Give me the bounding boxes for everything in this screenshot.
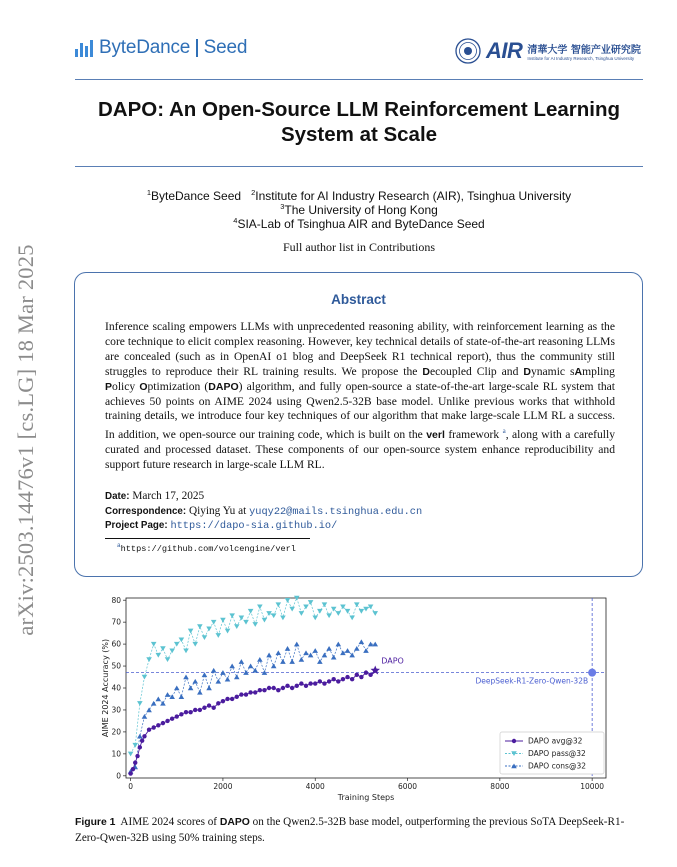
data-point bbox=[345, 648, 351, 653]
data-point bbox=[350, 677, 354, 681]
abstract-body: Inference scaling empowers LLMs with unprecedented reasoning ability, with reinforcement learning as the core technique to elicit complex reasoning. However, key technical details of state-of-the-art reasoning LLMs are concealed (such as in OpenAI o1 blog and DeepSeek R1 technical report), thus the community still struggles to reproduce their RL training results. We propose the Decoupled Clip and Dynamic sAmpling Policy Optimization (DAPO) algorithm, and fully open-source a state-of-the-art large-scale RL system that achieves 50 points on AIME 2024 using Qwen2.5-32B base model. Unlike previous works that withhold training details, we introduce four key techniques of our algorithm that make large-scale LLM RL a success. In addition, we open-source our training code, which is built on the verl framework $^a$, along with a carefully curated and processed dataset. These components of our open-source system enhance reproducibility and support future research in large-scale LLM RL. bbox=[105, 320, 616, 472]
data-point bbox=[169, 648, 175, 653]
verl-name: verl bbox=[426, 429, 445, 442]
data-point bbox=[248, 664, 254, 669]
data-point bbox=[299, 611, 305, 616]
data-point bbox=[331, 655, 337, 660]
data-point bbox=[304, 684, 308, 688]
data-point bbox=[192, 642, 198, 647]
data-point bbox=[257, 605, 263, 610]
data-point bbox=[252, 622, 258, 627]
aime-accuracy-chart bbox=[98, 594, 618, 804]
correspondence-email-link[interactable]: yuqy22@mails.tsinghua.edu.cn bbox=[249, 506, 423, 518]
data-point bbox=[349, 616, 355, 621]
data-point bbox=[331, 677, 335, 681]
data-point bbox=[174, 642, 180, 647]
data-point bbox=[229, 664, 235, 669]
abstract-heading: Abstract bbox=[331, 292, 386, 307]
y-tick-label: 50 bbox=[111, 661, 121, 671]
project-page-link[interactable]: https://dapo-sia.github.io/ bbox=[170, 520, 338, 532]
affiliation-hku: The University of Hong Kong bbox=[284, 203, 438, 217]
footnote-link[interactable]: a bbox=[502, 427, 506, 436]
data-point bbox=[299, 681, 303, 685]
affiliation-bytedance: ByteDance Seed bbox=[151, 189, 242, 203]
data-point bbox=[326, 646, 332, 651]
data-point bbox=[211, 706, 215, 710]
data-point bbox=[156, 723, 160, 727]
data-point bbox=[137, 734, 143, 739]
data-point bbox=[183, 648, 189, 653]
data-point bbox=[133, 760, 137, 764]
data-point bbox=[308, 600, 314, 605]
data-point bbox=[188, 685, 194, 690]
data-point bbox=[271, 613, 277, 618]
data-point bbox=[197, 624, 203, 629]
data-point bbox=[225, 629, 231, 634]
y-tick-label: 40 bbox=[111, 683, 121, 693]
data-point bbox=[220, 618, 226, 623]
data-point bbox=[318, 679, 322, 683]
data-point bbox=[165, 657, 171, 662]
data-point bbox=[280, 616, 286, 621]
data-point bbox=[336, 611, 342, 616]
data-point bbox=[248, 690, 252, 694]
data-point bbox=[135, 754, 139, 758]
arxiv-stamp bbox=[6, 230, 46, 650]
data-point bbox=[165, 719, 169, 723]
data-point bbox=[221, 699, 225, 703]
data-point bbox=[132, 743, 138, 748]
data-point bbox=[267, 686, 271, 690]
footnote: $^a$https://github.com/volcengine/verl bbox=[117, 542, 296, 554]
y-tick-label: 0 bbox=[116, 771, 121, 781]
affiliation-sia-lab: SIA-Lab of Tsinghua AIR and ByteDance Seed bbox=[237, 217, 485, 231]
data-point bbox=[211, 668, 217, 673]
data-point bbox=[262, 688, 266, 692]
data-point bbox=[216, 633, 222, 638]
affiliation-line-3: $^4$SIA-Lab of Tsinghua AIR and ByteDance Seed bbox=[233, 216, 485, 231]
data-point bbox=[345, 675, 349, 679]
data-point bbox=[243, 620, 249, 625]
data-point bbox=[138, 745, 142, 749]
data-point bbox=[364, 670, 368, 674]
data-point bbox=[156, 653, 162, 658]
tsinghua-air-logo bbox=[455, 38, 641, 64]
data-point bbox=[183, 675, 189, 680]
data-point bbox=[192, 679, 198, 684]
legend-label: DAPO avg@32 bbox=[528, 736, 583, 746]
affiliation-air: Institute for AI Industry Research (AIR), Tsinghua University bbox=[255, 189, 572, 203]
data-point bbox=[160, 646, 166, 651]
data-point bbox=[368, 673, 372, 677]
data-point bbox=[211, 620, 217, 625]
data-point bbox=[308, 681, 312, 685]
data-point bbox=[326, 613, 332, 618]
data-point bbox=[289, 659, 295, 664]
logo-separator bbox=[196, 39, 198, 57]
header-rule bbox=[75, 79, 643, 80]
data-point bbox=[253, 690, 257, 694]
tsinghua-seal-icon bbox=[455, 38, 481, 64]
data-point bbox=[285, 684, 289, 688]
data-point bbox=[317, 609, 323, 614]
y-tick-label: 30 bbox=[111, 705, 121, 715]
data-point bbox=[142, 734, 146, 738]
data-point bbox=[322, 602, 328, 607]
data-point bbox=[354, 602, 360, 607]
data-point bbox=[266, 653, 272, 658]
reference-point bbox=[588, 669, 596, 677]
data-point bbox=[355, 673, 359, 677]
data-point bbox=[184, 710, 188, 714]
data-point bbox=[313, 681, 317, 685]
data-point bbox=[225, 697, 229, 701]
data-point bbox=[239, 659, 245, 664]
dapo-end-label: DAPO bbox=[381, 656, 404, 666]
full-author-list-note: Full author list in Contributions bbox=[282, 240, 435, 254]
footnote-verl-link[interactable]: https://github.com/volcengine/verl bbox=[120, 543, 296, 554]
data-point bbox=[285, 646, 291, 651]
data-point bbox=[220, 670, 226, 675]
data-point bbox=[131, 767, 135, 771]
data-point bbox=[289, 607, 295, 612]
data-point bbox=[327, 679, 331, 683]
data-point bbox=[359, 639, 365, 644]
x-tick-label: 6000 bbox=[397, 782, 418, 791]
data-point bbox=[198, 708, 202, 712]
paper-title bbox=[75, 97, 643, 147]
y-tick-label: 60 bbox=[111, 639, 121, 649]
data-point bbox=[179, 712, 183, 716]
series-line bbox=[131, 598, 376, 754]
data-point bbox=[142, 714, 148, 719]
data-point bbox=[262, 618, 268, 623]
data-point bbox=[295, 684, 299, 688]
data-point bbox=[216, 679, 222, 684]
x-tick-label: 0 bbox=[128, 782, 134, 791]
data-point bbox=[216, 701, 220, 705]
logo-air-chinese: 清華大学 智能产业研究院 bbox=[527, 45, 641, 56]
footnote-rule bbox=[105, 538, 310, 539]
data-point bbox=[257, 657, 263, 662]
meta-correspondence: Correspondence: Qiying Yu at yuqy22@mails.tsinghua.edu.cn bbox=[105, 505, 423, 518]
data-point bbox=[151, 701, 157, 706]
data-point bbox=[146, 707, 152, 712]
figure-caption: Figure 1 AIME 2024 scores of DAPO on the Qwen2.5-32B base model, outperforming the previous SoTA DeepSeek-R1-Zero-Qwen-32B using 50% training steps. bbox=[75, 816, 625, 844]
data-point bbox=[239, 692, 243, 696]
legend-label: DAPO cons@32 bbox=[528, 761, 587, 771]
data-point bbox=[170, 717, 174, 721]
figure-label: Figure 1 bbox=[75, 817, 116, 828]
affiliation-line-1: $^1$ByteDance Seed $^2$Institute for AI Industry Research (AIR), Tsinghua University bbox=[146, 188, 572, 203]
data-point bbox=[128, 771, 132, 775]
data-point bbox=[142, 675, 148, 680]
meta-project-page: Project Page: https://dapo-sia.github.io/ bbox=[105, 520, 338, 532]
x-axis-label: Training Steps bbox=[337, 793, 395, 802]
data-point bbox=[202, 706, 206, 710]
data-point bbox=[312, 616, 318, 621]
data-point bbox=[322, 653, 328, 658]
data-point bbox=[140, 738, 144, 742]
data-point bbox=[341, 677, 345, 681]
data-point bbox=[193, 708, 197, 712]
data-point bbox=[229, 613, 235, 618]
data-point bbox=[151, 725, 155, 729]
data-point bbox=[336, 679, 340, 683]
x-tick-label: 4000 bbox=[305, 782, 325, 791]
title-rule bbox=[75, 166, 643, 167]
data-point bbox=[271, 664, 277, 669]
data-point bbox=[290, 686, 294, 690]
y-tick-label: 80 bbox=[111, 595, 121, 605]
y-tick-label: 10 bbox=[111, 749, 121, 759]
data-point bbox=[128, 752, 134, 757]
logo-air-english: Institute for AI Industry Research, Tsinghua University bbox=[527, 56, 635, 61]
data-point bbox=[147, 728, 151, 732]
y-tick-label: 70 bbox=[111, 617, 121, 627]
data-point bbox=[230, 697, 234, 701]
data-point bbox=[244, 692, 248, 696]
data-point bbox=[336, 642, 342, 647]
data-point bbox=[234, 624, 240, 629]
legend-label: DAPO pass@32 bbox=[528, 749, 586, 759]
arxiv-stamp-text: arXiv:2503.14476v1 [cs.LG] 18 Mar 2025 bbox=[13, 244, 38, 636]
data-point bbox=[146, 657, 152, 662]
data-point bbox=[276, 650, 282, 655]
data-point bbox=[234, 675, 240, 680]
data-point bbox=[188, 629, 194, 634]
logo-bytedance-text: ByteDance bbox=[99, 37, 191, 58]
reference-label: DeepSeek-R1-Zero-Qwen-32B bbox=[475, 676, 589, 686]
data-point bbox=[151, 642, 157, 647]
x-tick-label: 2000 bbox=[213, 782, 233, 791]
data-point bbox=[303, 650, 309, 655]
affiliation-line-2: $^3$The University of Hong Kong bbox=[280, 202, 438, 217]
data-point bbox=[206, 685, 212, 690]
data-point bbox=[174, 685, 180, 690]
title-line-2: System at Scale bbox=[280, 123, 438, 146]
data-point bbox=[188, 710, 192, 714]
data-point bbox=[312, 648, 318, 653]
data-point bbox=[285, 598, 291, 603]
data-point bbox=[280, 659, 286, 664]
data-point bbox=[202, 635, 208, 640]
data-point bbox=[207, 703, 211, 707]
bytedance-seed-logo bbox=[75, 37, 247, 59]
data-point bbox=[156, 696, 162, 701]
data-point bbox=[303, 605, 309, 610]
data-point bbox=[235, 695, 239, 699]
data-point bbox=[294, 642, 300, 647]
data-point bbox=[299, 657, 305, 662]
data-point bbox=[322, 681, 326, 685]
bytedance-bars-icon bbox=[75, 40, 93, 57]
dapo-acronym: DAPO bbox=[208, 380, 239, 393]
data-point bbox=[160, 701, 166, 706]
data-point bbox=[248, 609, 254, 614]
data-point bbox=[372, 611, 378, 616]
data-point bbox=[161, 721, 165, 725]
data-point bbox=[225, 677, 231, 682]
data-point bbox=[363, 648, 369, 653]
x-tick-label: 8000 bbox=[490, 782, 510, 791]
y-axis-label: AIME 2024 Accuracy (%) bbox=[101, 638, 110, 738]
x-tick-label: 10000 bbox=[580, 782, 605, 791]
data-point bbox=[258, 688, 262, 692]
data-point bbox=[354, 646, 360, 651]
data-point bbox=[345, 609, 351, 614]
data-point bbox=[281, 686, 285, 690]
logo-seed-text: Seed bbox=[203, 37, 248, 58]
data-point bbox=[175, 714, 179, 718]
meta-date: Date: March 17, 2025 bbox=[105, 490, 205, 502]
data-point bbox=[359, 675, 363, 679]
data-point bbox=[137, 701, 143, 706]
data-point bbox=[206, 626, 212, 631]
title-line-1: DAPO: An Open-Source LLM Reinforcement Learning bbox=[97, 98, 621, 121]
legend-marker bbox=[512, 739, 516, 743]
data-point bbox=[359, 609, 365, 614]
data-point bbox=[165, 692, 171, 697]
data-point bbox=[276, 602, 282, 607]
y-tick-label: 20 bbox=[111, 727, 121, 737]
logo-air-text: AIR bbox=[486, 38, 523, 63]
data-point bbox=[317, 659, 323, 664]
data-point bbox=[179, 694, 185, 699]
data-point bbox=[197, 690, 203, 695]
data-point bbox=[239, 616, 245, 621]
data-point bbox=[271, 686, 275, 690]
data-point bbox=[276, 688, 280, 692]
